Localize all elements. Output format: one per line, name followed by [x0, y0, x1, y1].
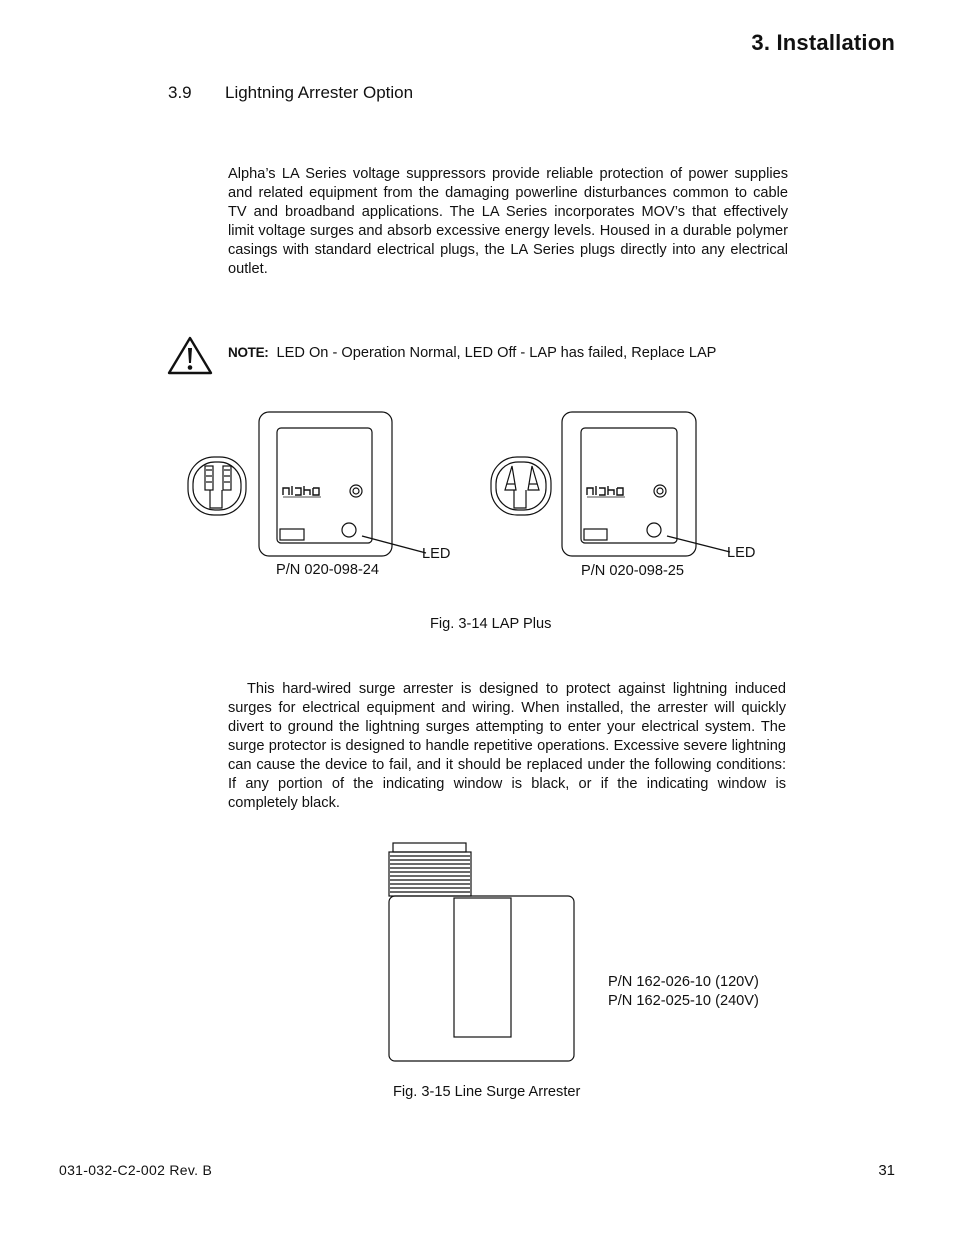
figure-3-15-caption: Fig. 3-15 Line Surge Arrester — [393, 1084, 581, 1100]
note-text: LED On - Operation Normal, LED Off - LAP has failed, Replace LAP — [276, 345, 717, 361]
intro-paragraph: Alpha’s LA Series voltage suppressors provide reliable protection of power supplies and related equipment from the damaging powerline disturbances common to cable TV and broadband applications. The LA Series incorporates MOV’s that effectively limit voltage surges and absorb excessive energy levels. Housed in a durable polymer casings with standard electrical plugs, the LA Series plugs directly into any electrical outlet. — [228, 166, 788, 277]
arrester-paragraph: This hard-wired surge arrester is designed to protect against lightning induced surges for electrical equipment and wiring. When installed, the arrester will quickly divert to ground the lightning surges attempting to enter your electrical system. The surge protector is designed to handle repetitive operations. Excessive severe lightning can cause the device to fail, and it should be replaced under the following conditions: If any portion of the indicating window is black, or if the indicating window is completely black. — [228, 681, 786, 811]
lap-plus-right-drawing — [491, 412, 730, 556]
line-surge-arrester-drawing — [389, 843, 574, 1061]
lap-plus-left-drawing — [188, 412, 426, 556]
note-label: NOTE: — [228, 345, 269, 360]
part-number-right: P/N 020-098-25 — [581, 563, 685, 579]
page-number: 31 — [878, 1162, 895, 1179]
section-title: Lightning Arrester Option — [225, 83, 414, 102]
part-number-left: P/N 020-098-24 — [276, 562, 380, 578]
chapter-title: 3. Installation — [751, 30, 895, 55]
figure-3-14-caption: Fig. 3-14 LAP Plus — [430, 616, 552, 632]
part-number-240v: P/N 162-025-10 (240V) — [608, 993, 759, 1009]
section-number: 3.9 — [168, 83, 192, 102]
document-number: 031-032-C2-002 Rev. B — [59, 1162, 213, 1178]
led-label-left: LED — [422, 546, 451, 562]
arrester-part-numbers — [608, 973, 759, 1011]
part-number-120v: P/N 162-026-10 (120V) — [608, 974, 759, 990]
led-label-right: LED — [727, 545, 756, 561]
